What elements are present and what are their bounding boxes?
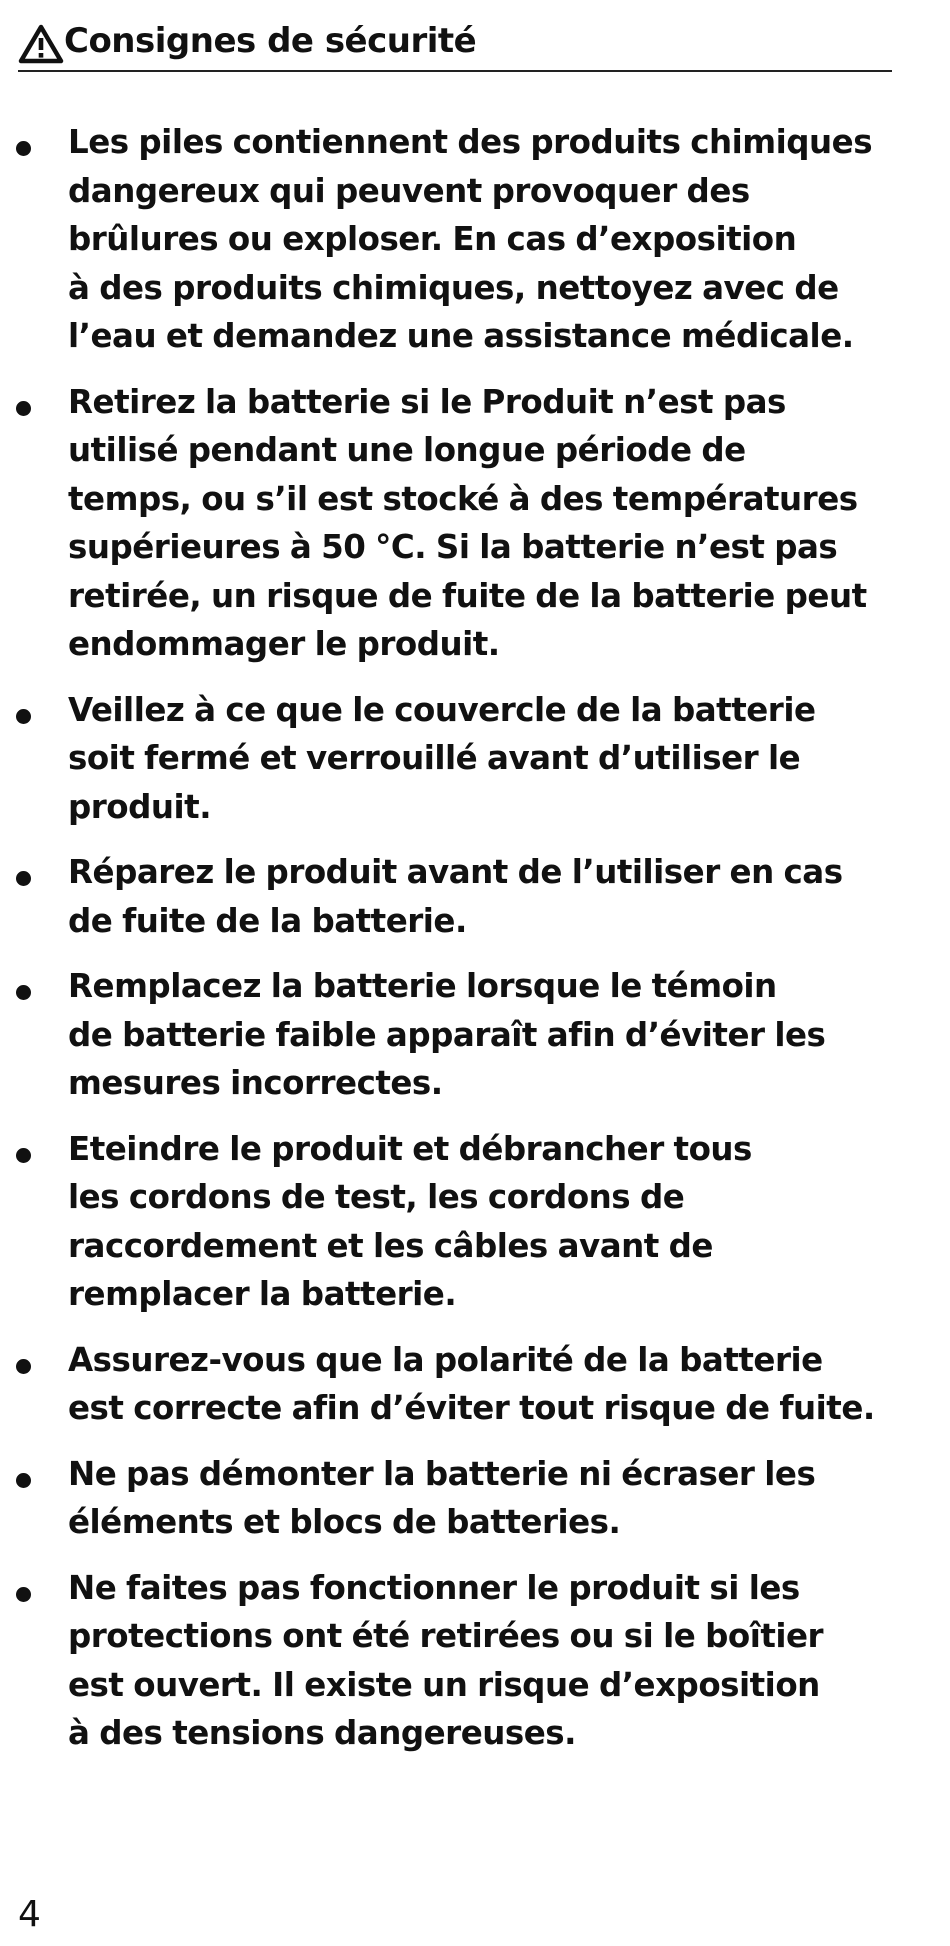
list-item [0,1564,950,1758]
list-item [0,848,950,945]
list-item [0,962,950,1108]
warning-triangle-icon [18,24,64,64]
bullet-icon [16,871,31,886]
bullet-icon [16,1359,31,1374]
section-title: Consignes de sécurité [64,21,477,61]
bullet-icon [16,401,31,416]
section-header [18,18,892,72]
list-item-text: Veillez à ce que le couvercle de la batterie soit fermé et verrouillé avant d’utiliser le produit. [68,690,816,826]
list-item [0,1450,950,1547]
bullet-icon [16,141,31,156]
bullet-icon [16,709,31,724]
list-item-text: Ne faites pas fonctionner le produit si les protections ont été retirées ou si le boîtier est ouvert. Il existe un risque d’exposition à des tensions dangereuses. [68,1568,824,1752]
page-number: 4 [18,1894,41,1935]
list-item [0,1125,950,1319]
list-item-text: Remplacez la batterie lorsque le témoin de batterie faible apparaît afin d’éviter les mesures incorrectes. [68,967,826,1102]
bullet-icon [16,985,31,1000]
list-item-text: Réparez le produit avant de l’utiliser en cas de fuite de la batterie. [68,853,843,940]
list-item [0,686,950,832]
list-item-text: Retirez la batterie si le Produit n’est pas utilisé pendant une longue période de temps, ou s’il est stocké à des températures supérieures à 50 °C. Si la batterie n’est pas retirée, un risque de fuite de la batterie peut endommager le produit. [68,382,867,663]
list-item [0,378,950,669]
list-item-text: Eteindre le produit et débrancher tous les cordons de test, les cordons de raccordement et les câbles avant de remplacer la batterie. [68,1129,752,1313]
list-item [0,1336,950,1433]
bullet-icon [16,1148,31,1163]
safety-instructions-list [0,118,950,1775]
list-item-text: Les piles contiennent des produits chimiques dangereux qui peuvent provoquer des brûlures ou exploser. En cas d’exposition à des produits chimiques, nettoyez avec de l’eau et demandez une assistance médicale. [68,123,873,355]
list-item-text: Ne pas démonter la batterie ni écraser les éléments et blocs de batteries. [68,1454,816,1541]
list-item-text: Assurez-vous que la polarité de la batterie est correcte afin d’éviter tout risque de fuite. [68,1340,875,1427]
list-item [0,118,950,361]
bullet-icon [16,1473,31,1488]
bullet-icon [16,1587,31,1602]
